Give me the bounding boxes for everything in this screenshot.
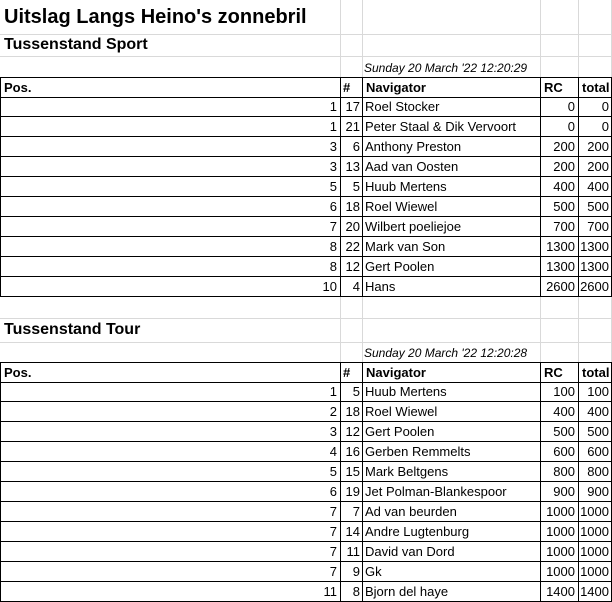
cell-rc: 200 bbox=[540, 157, 578, 177]
cell-rc: 200 bbox=[540, 137, 578, 157]
cell-total: 1000 bbox=[578, 542, 612, 562]
cell-pos: 5 bbox=[0, 177, 340, 197]
cell-rc: 2600 bbox=[540, 277, 578, 297]
cell-num: 17 bbox=[340, 97, 362, 117]
cell-navigator: Mark van Son bbox=[362, 237, 540, 257]
cell-num: 9 bbox=[340, 562, 362, 582]
table-row bbox=[0, 137, 612, 157]
table-row bbox=[0, 177, 612, 197]
tour-timestamp: Sunday 20 March '22 12:20:28 bbox=[364, 346, 528, 360]
cell-rc: 400 bbox=[540, 402, 578, 422]
cell-pos: 1 bbox=[0, 382, 340, 402]
table-row bbox=[0, 522, 612, 542]
cell-navigator: Ad van beurden bbox=[362, 502, 540, 522]
cell-navigator: Wilbert poeliejoe bbox=[362, 217, 540, 237]
tour-heading: Tussenstand Tour bbox=[4, 321, 141, 338]
cell-num: 21 bbox=[340, 117, 362, 137]
cell-total: 900 bbox=[578, 482, 612, 502]
cell-navigator: Jet Polman-Blankespoor bbox=[362, 482, 540, 502]
sport-timestamp: Sunday 20 March '22 12:20:29 bbox=[364, 61, 528, 75]
cell-total: 100 bbox=[578, 382, 612, 402]
grid-line bbox=[0, 56, 612, 57]
cell-num: 4 bbox=[340, 277, 362, 297]
cell-num: 12 bbox=[340, 257, 362, 277]
col-header-pos: Pos. bbox=[0, 363, 340, 383]
cell-pos: 3 bbox=[0, 422, 340, 442]
cell-num: 13 bbox=[340, 157, 362, 177]
cell-num: 18 bbox=[340, 402, 362, 422]
table-row bbox=[0, 582, 612, 602]
cell-rc: 600 bbox=[540, 442, 578, 462]
cell-num: 16 bbox=[340, 442, 362, 462]
cell-rc: 100 bbox=[540, 382, 578, 402]
cell-pos: 6 bbox=[0, 197, 340, 217]
cell-rc: 700 bbox=[540, 217, 578, 237]
cell-rc: 1400 bbox=[540, 582, 578, 602]
grid-line bbox=[340, 0, 341, 78]
cell-pos: 10 bbox=[0, 277, 340, 297]
cell-num: 20 bbox=[340, 217, 362, 237]
table-row bbox=[0, 422, 612, 442]
col-header-navigator: Navigator bbox=[362, 363, 540, 383]
cell-total: 1300 bbox=[578, 257, 612, 277]
cell-navigator: Roel Wiewel bbox=[362, 402, 540, 422]
cell-rc: 1300 bbox=[540, 257, 578, 277]
cell-rc: 0 bbox=[540, 117, 578, 137]
cell-rc: 1000 bbox=[540, 502, 578, 522]
cell-pos: 8 bbox=[0, 257, 340, 277]
table-row bbox=[0, 237, 612, 257]
cell-pos: 8 bbox=[0, 237, 340, 257]
cell-rc: 1000 bbox=[540, 522, 578, 542]
sport-header-row bbox=[0, 77, 612, 98]
cell-total: 1000 bbox=[578, 502, 612, 522]
cell-total: 500 bbox=[578, 197, 612, 217]
sport-heading: Tussenstand Sport bbox=[4, 36, 148, 53]
cell-pos: 5 bbox=[0, 462, 340, 482]
cell-total: 400 bbox=[578, 177, 612, 197]
col-header-total: total bbox=[578, 78, 612, 98]
cell-navigator: Peter Staal & Dik Vervoort bbox=[362, 117, 540, 137]
cell-navigator: Andre Lugtenburg bbox=[362, 522, 540, 542]
cell-navigator: Gert Poolen bbox=[362, 422, 540, 442]
table-row bbox=[0, 217, 612, 237]
cell-pos: 7 bbox=[0, 522, 340, 542]
grid-line bbox=[540, 0, 541, 78]
cell-rc: 1000 bbox=[540, 562, 578, 582]
cell-pos: 7 bbox=[0, 502, 340, 522]
table-row bbox=[0, 382, 612, 402]
table-row bbox=[0, 542, 612, 562]
cell-num: 5 bbox=[340, 177, 362, 197]
cell-navigator: Gk bbox=[362, 562, 540, 582]
cell-rc: 500 bbox=[540, 197, 578, 217]
cell-num: 8 bbox=[340, 582, 362, 602]
grid-line bbox=[362, 297, 363, 363]
table-row bbox=[0, 442, 612, 462]
table-row bbox=[0, 117, 612, 137]
cell-rc: 800 bbox=[540, 462, 578, 482]
cell-num: 5 bbox=[340, 382, 362, 402]
cell-navigator: Mark Beltgens bbox=[362, 462, 540, 482]
cell-rc: 900 bbox=[540, 482, 578, 502]
cell-rc: 1300 bbox=[540, 237, 578, 257]
table-row bbox=[0, 257, 612, 277]
table-row bbox=[0, 402, 612, 422]
cell-navigator: Gert Poolen bbox=[362, 257, 540, 277]
grid-line bbox=[540, 297, 541, 363]
cell-total: 1400 bbox=[578, 582, 612, 602]
cell-navigator: Roel Wiewel bbox=[362, 197, 540, 217]
cell-rc: 500 bbox=[540, 422, 578, 442]
cell-num: 15 bbox=[340, 462, 362, 482]
cell-pos: 6 bbox=[0, 482, 340, 502]
table-row bbox=[0, 97, 612, 117]
col-header-num: # bbox=[340, 78, 362, 98]
col-header-rc: RC bbox=[540, 78, 578, 98]
cell-pos: 3 bbox=[0, 137, 340, 157]
cell-total: 700 bbox=[578, 217, 612, 237]
cell-pos: 11 bbox=[0, 582, 340, 602]
grid-line bbox=[578, 297, 579, 363]
table-row bbox=[0, 502, 612, 522]
table-row bbox=[0, 462, 612, 482]
col-header-rc: RC bbox=[540, 363, 578, 383]
cell-num: 6 bbox=[340, 137, 362, 157]
table-row bbox=[0, 562, 612, 582]
col-header-pos: Pos. bbox=[0, 78, 340, 98]
cell-navigator: David van Dord bbox=[362, 542, 540, 562]
cell-num: 18 bbox=[340, 197, 362, 217]
table-row bbox=[0, 157, 612, 177]
cell-total: 0 bbox=[578, 117, 612, 137]
cell-total: 400 bbox=[578, 402, 612, 422]
cell-rc: 1000 bbox=[540, 542, 578, 562]
cell-pos: 1 bbox=[0, 117, 340, 137]
cell-num: 14 bbox=[340, 522, 362, 542]
cell-total: 600 bbox=[578, 442, 612, 462]
cell-pos: 4 bbox=[0, 442, 340, 462]
tour-header-row bbox=[0, 362, 612, 383]
cell-total: 500 bbox=[578, 422, 612, 442]
cell-rc: 0 bbox=[540, 97, 578, 117]
cell-num: 7 bbox=[340, 502, 362, 522]
grid-line bbox=[362, 0, 363, 78]
cell-pos: 1 bbox=[0, 97, 340, 117]
cell-num: 12 bbox=[340, 422, 362, 442]
cell-pos: 7 bbox=[0, 217, 340, 237]
cell-navigator: Hans bbox=[362, 277, 540, 297]
col-header-num: # bbox=[340, 363, 362, 383]
table-row bbox=[0, 277, 612, 297]
cell-total: 0 bbox=[578, 97, 612, 117]
cell-total: 1000 bbox=[578, 562, 612, 582]
col-header-total: total bbox=[578, 363, 612, 383]
cell-navigator: Anthony Preston bbox=[362, 137, 540, 157]
cell-num: 19 bbox=[340, 482, 362, 502]
cell-pos: 7 bbox=[0, 562, 340, 582]
grid-line bbox=[0, 318, 612, 319]
cell-total: 1300 bbox=[578, 237, 612, 257]
cell-total: 2600 bbox=[578, 277, 612, 297]
cell-total: 200 bbox=[578, 137, 612, 157]
cell-navigator: Bjorn del haye bbox=[362, 582, 540, 602]
grid-line bbox=[340, 297, 341, 363]
cell-total: 1000 bbox=[578, 522, 612, 542]
cell-rc: 400 bbox=[540, 177, 578, 197]
cell-num: 11 bbox=[340, 542, 362, 562]
cell-navigator: Huub Mertens bbox=[362, 177, 540, 197]
table-row bbox=[0, 197, 612, 217]
cell-total: 800 bbox=[578, 462, 612, 482]
page-title: Uitslag Langs Heino's zonnebril bbox=[4, 6, 307, 28]
cell-total: 200 bbox=[578, 157, 612, 177]
cell-pos: 7 bbox=[0, 542, 340, 562]
cell-navigator: Roel Stocker bbox=[362, 97, 540, 117]
cell-pos: 2 bbox=[0, 402, 340, 422]
cell-navigator: Gerben Remmelts bbox=[362, 442, 540, 462]
col-header-navigator: Navigator bbox=[362, 78, 540, 98]
cell-pos: 3 bbox=[0, 157, 340, 177]
grid-line bbox=[578, 0, 579, 78]
cell-num: 22 bbox=[340, 237, 362, 257]
table-row bbox=[0, 482, 612, 502]
cell-navigator: Aad van Oosten bbox=[362, 157, 540, 177]
cell-navigator: Huub Mertens bbox=[362, 382, 540, 402]
